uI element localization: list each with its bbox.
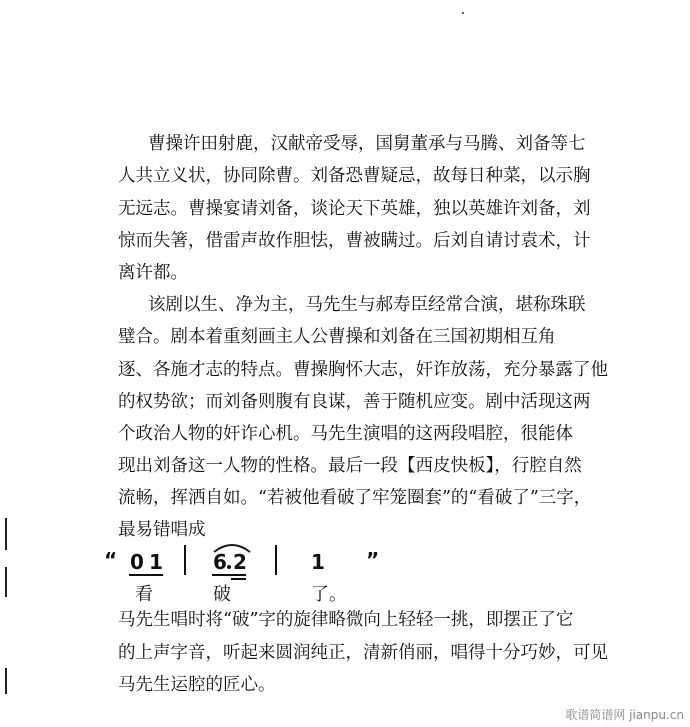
note-underline — [129, 574, 163, 576]
margin-mark — [5, 668, 7, 694]
note: 0 — [130, 550, 144, 574]
lyric: 破 — [213, 584, 231, 605]
scan-speck — [462, 12, 464, 14]
note-underline — [212, 574, 246, 576]
text-line: 离许都。 — [118, 263, 188, 283]
text-line: 的权势欲；而刘备则腹有良谋，善于随机应变。剧中活现这两 — [118, 392, 591, 412]
bar-line — [184, 545, 186, 575]
open-quote: “ — [104, 548, 118, 572]
note: 2 — [233, 550, 247, 574]
bar-line — [275, 545, 277, 575]
text-line: 该剧以生、净为主，马先生与郝寿臣经常合演，堪称珠联 — [148, 295, 586, 315]
note: 1 — [149, 550, 163, 574]
text-line: 璧合。剧本着重刻画主人公曹操和刘备在三国初期相互角 — [118, 327, 556, 347]
text-line: 逐、各施才志的特点。曹操胸怀大志，奸诈放荡，充分暴露了他 — [118, 360, 608, 380]
lyric: 看 — [135, 584, 153, 605]
augmentation-dot — [227, 565, 231, 569]
text-line: 现出刘备这一人物的性格。最后一段【西皮快板】，行腔自然 — [118, 456, 582, 476]
jianpu-notation — [0, 545, 690, 605]
text-line: 马先生运腔的匠心。 — [118, 675, 276, 695]
text-line: 最易错唱成 — [118, 520, 206, 540]
text-line: 惊而失箸，借雷声故作胆怯，曹被瞒过。后刘自请讨袁术，计 — [118, 231, 591, 251]
lyric: 了。 — [311, 584, 347, 605]
text-line: 曹操许田射鹿，汉献帝受辱，国舅董承与马腾、刘备等七 — [148, 134, 586, 154]
note: 6 — [213, 550, 227, 574]
text-line: 人共立义状，协同除曹。刘备恐曹疑忌，故每日种菜，以示胸 — [118, 166, 591, 186]
note: 1 — [311, 550, 325, 574]
watermark: 歌谱简谱网 jianpu.cn — [565, 708, 684, 722]
text-line: 个政治人物的奸诈心机。马先生演唱的这两段唱腔，很能体 — [118, 424, 573, 444]
text-line: 无远志。曹操宴请刘备，谈论天下英雄，独以英雄许刘备，刘 — [118, 199, 591, 219]
text-line: 马先生唱时将“破”字的旋律略微向上轻轻一挑，即摆正了它 — [118, 610, 574, 630]
note-underline — [231, 578, 246, 580]
text-line: 流畅，挥洒自如。“若被他看破了牢笼圈套”的“看破了”三字， — [118, 488, 592, 508]
text-line: 的上声字音，听起来圆润纯正，清新俏丽，唱得十分巧妙，可见 — [118, 643, 608, 663]
close-quote: ” — [366, 548, 380, 572]
